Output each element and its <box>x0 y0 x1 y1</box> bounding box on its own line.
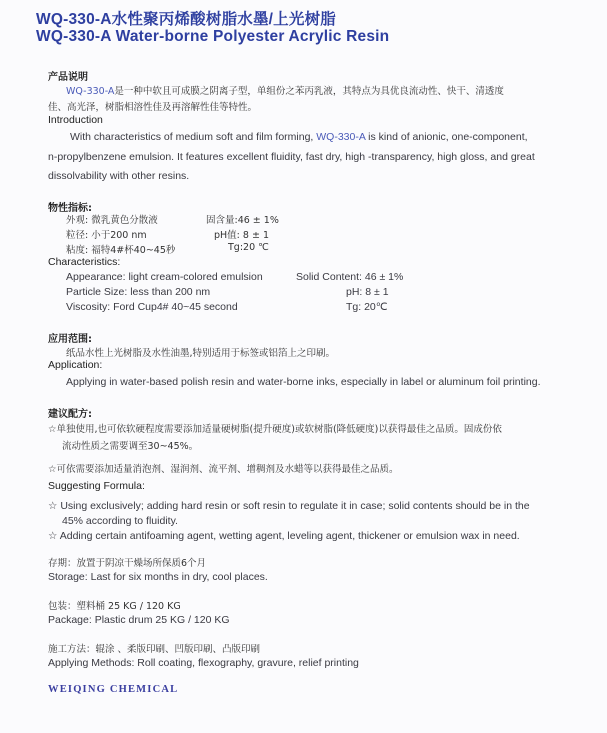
prop-tg-en: Tg: 20℃ <box>346 301 388 313</box>
title-cn-line <box>36 7 336 29</box>
formula-cn-2: ☆可依需要添加适量消泡剂、湿润剂、流平剂、增稠剂及水蜡等以获得最佳之品质。 <box>48 464 399 475</box>
package-cn: 包装：塑料桶 25 KG / 120 KG <box>48 601 181 612</box>
application-heading-cn: 应用范围: <box>48 334 92 345</box>
prop-particle-cn: 粒径: 小于200 nm <box>66 230 147 241</box>
prop-appearance-cn: 外观: 微乳黄色分散液 <box>66 215 158 226</box>
formula-en-1b: 45% according to fluidity. <box>62 515 178 527</box>
product-code: WQ-330-A <box>36 11 112 28</box>
prop-ph-cn: pH值: 8 ± 1 <box>214 230 269 241</box>
intro-body-en-1: With characteristics of medium soft and film forming, WQ-330-A is kind of anionic, one-component, <box>70 131 528 143</box>
title-en: Water-borne Polyester Acrylic Resin <box>111 28 390 45</box>
intro-body-cn-2: 佳、高光泽，树脂相溶性佳及再溶解性佳等特性。 <box>48 102 258 113</box>
company-footer: WEIQING CHEMICAL <box>48 684 179 695</box>
title-en-line <box>36 28 389 46</box>
properties-heading-cn: 物性指标: <box>48 203 92 214</box>
formula-en-2: ☆ Adding certain antifoaming agent, wetting agent, leveling agent, thickener or emulsion wax in need. <box>48 530 520 542</box>
prop-appearance-en: Appearance: light cream-colored emulsion <box>66 271 263 283</box>
formula-cn-1b: 流动性质之需要调至30~45%。 <box>62 441 199 452</box>
application-heading-en: Application: <box>48 359 103 371</box>
application-body-en: Applying in water-based polish resin and water-borne inks, especially in label or aluminum foil printing. <box>66 376 541 388</box>
storage-en: Storage: Last for six months in dry, cool places. <box>48 571 268 583</box>
application-body-cn: 纸品水性上光树脂及水性油墨,特别适用于标签或铝箔上之印刷。 <box>66 348 336 359</box>
prop-solid-en: Solid Content: 46 ± 1% <box>296 271 404 283</box>
intro-body-en-3: dissolvability with other resins. <box>48 170 190 182</box>
prop-tg-cn: Tg:20 ℃ <box>228 242 269 253</box>
methods-en: Applying Methods: Roll coating, flexography, gravure, relief printing <box>48 657 359 669</box>
storage-cn: 存期：放置于阴凉干燥场所保质6个月 <box>48 558 207 569</box>
methods-cn: 施工方法：辊涂 、柔版印刷、凹版印刷、凸版印刷 <box>48 644 261 655</box>
properties-heading-en: Characteristics: <box>48 256 121 268</box>
title-cn: 水性聚丙烯酸树脂水墨/上光树脂 <box>111 11 336 28</box>
intro-body-en-2: n-propylbenzene emulsion. It features excellent fluidity, fast dry, high -transparency, high gloss, and great <box>48 151 535 163</box>
product-code: WQ-330-A <box>36 28 112 45</box>
package-en: Package: Plastic drum 25 KG / 120 KG <box>48 614 230 626</box>
prop-viscosity-cn: 粘度: 福特4#杯40~45秒 <box>66 245 176 256</box>
formula-heading-en: Suggesting Formula: <box>48 480 145 492</box>
intro-code-en: WQ-330-A <box>316 131 366 143</box>
intro-body-cn-1: WQ-330-A是一种中软且可成膜之阴离子型，单组份之苯丙乳液，其特点为具优良流动性、快干、清透度 <box>66 86 504 97</box>
prop-particle-en: Particle Size: less than 200 nm <box>66 286 211 298</box>
formula-heading-cn: 建议配方: <box>48 409 92 420</box>
formula-en-1a: ☆ Using exclusively; adding hard resin or soft resin to regulate it in case; solid contents should be in the <box>48 500 530 512</box>
prop-viscosity-en: Viscosity: Ford Cup4# 40~45 second <box>66 301 238 313</box>
intro-heading-cn: 产品说明 <box>48 72 88 83</box>
prop-ph-en: pH: 8 ± 1 <box>346 286 389 298</box>
prop-solid-cn: 固含量:46 ± 1% <box>206 215 279 226</box>
intro-code: WQ-330-A <box>66 86 115 97</box>
formula-cn-1a: ☆单独使用,也可依软硬程度需要添加适量硬树脂(提升硬度)或软树脂(降低硬度)以获得最佳之品质。固成份依 <box>48 424 502 435</box>
intro-heading-en: Introduction <box>48 114 103 126</box>
